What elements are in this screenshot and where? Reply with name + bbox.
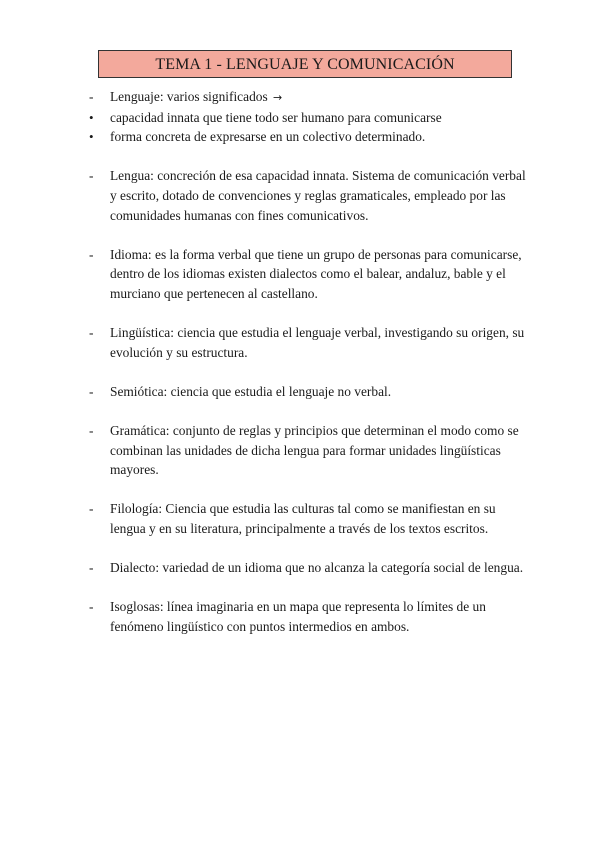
list-item-isoglosas: [88, 597, 528, 636]
list-item-lengua: [88, 166, 528, 225]
bullet-marker: •: [89, 109, 94, 125]
list-item-linguistica: [88, 323, 528, 362]
list-item-semiotica: [88, 382, 528, 402]
item-text: Isoglosas: línea imaginaria en un mapa que representa lo límites de un fenómeno lingüístico con puntos intermedios en ambos.: [110, 599, 486, 635]
document-body: [88, 87, 528, 637]
dash-marker: -: [89, 599, 94, 615]
list-item-idioma: [88, 245, 528, 304]
list-item-gramatica: [88, 421, 528, 480]
item-text: forma concreta de expresarse en un colectivo determinado.: [110, 129, 426, 145]
list-item-lenguaje: [88, 87, 528, 108]
item-text: Filología: Ciencia que estudia las culturas tal como se manifiestan en su lengua y en su literatura, principalmente a través de los textos escritos.: [110, 501, 496, 537]
bullet-marker: •: [89, 129, 94, 145]
item-text: Lenguaje: varios significados: [110, 89, 268, 104]
list-item-capacidad: [88, 108, 528, 128]
dash-marker: -: [89, 246, 94, 262]
arrow-icon: →: [273, 91, 283, 104]
item-text: Idioma: es la forma verbal que tiene un grupo de personas para comunicarse, dentro de los idiomas existen dialectos como el balear, andaluz, bable y el murciano que pertenecen al castellano.: [110, 246, 522, 301]
list-item-filologia: [88, 499, 528, 538]
list-item-forma: [88, 127, 528, 147]
dash-marker: -: [89, 168, 94, 184]
page-title: TEMA 1 - LENGUAJE Y COMUNICACIÓN: [98, 50, 512, 78]
dash-marker: -: [89, 501, 94, 517]
item-text: Dialecto: variedad de un idioma que no alcanza la categoría social de lengua.: [110, 560, 524, 576]
dash-marker: -: [89, 423, 94, 439]
dash-marker: -: [89, 383, 94, 399]
item-text: Lingüística: ciencia que estudia el lenguaje verbal, investigando su origen, su evolución y su estructura.: [110, 325, 525, 360]
dash-marker: -: [89, 560, 94, 576]
item-text: Lengua: concreción de esa capacidad innata. Sistema de comunicación verbal y escrito, dotado de convenciones y reglas gramaticales, empleado por las comunidades humanas con fines comunicativos.: [110, 168, 526, 223]
item-text: Gramática: conjunto de reglas y principios que determinan el modo como se combinan las unidades de dicha lengua para formar unidades lingüísticas mayores.: [110, 423, 519, 478]
dash-marker: -: [89, 89, 94, 104]
item-text: Semiótica: ciencia que estudia el lenguaje no verbal.: [110, 383, 392, 399]
item-text: capacidad innata que tiene todo ser humano para comunicarse: [110, 109, 442, 125]
list-item-dialecto: [88, 558, 528, 578]
dash-marker: -: [89, 325, 94, 341]
